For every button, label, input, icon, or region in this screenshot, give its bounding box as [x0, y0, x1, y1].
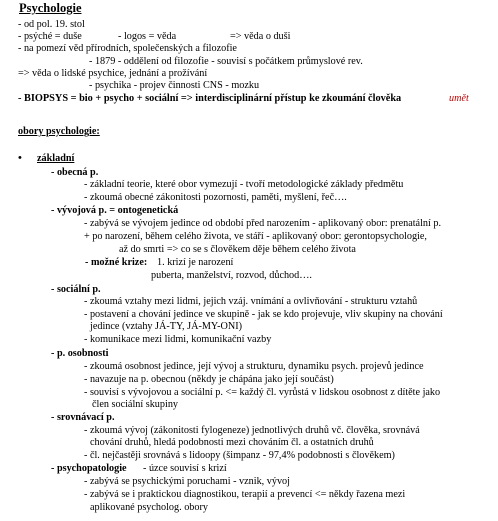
field-line: - čl. nejčastěji srovnává s lidoopy (šimpanz - 97,4% podobnosti s člověkem)	[84, 450, 395, 461]
field-line: chování druhů, hledá podobnosti mezi chováním čl. a ostatních druhů	[90, 437, 374, 448]
bullet-icon: •	[18, 152, 22, 164]
field-line: - postavení a chování jedince ve skupině - jak se kdo projevuje, vliv skupiny na chování	[84, 309, 443, 320]
intro-line: - 1879 - oddělení od filozofie - souvisí s počátkem průmyslové rev.	[89, 56, 363, 67]
intro-line: - od pol. 19. stol	[18, 19, 85, 30]
document-title: Psychologie	[19, 1, 82, 15]
field-line: - komunikace mezi lidmi, komunikační vazby	[84, 334, 272, 345]
field-line: puberta, manželství, rozvod, důchod….	[151, 270, 312, 281]
field-note: - úzce souvisí s krizí	[143, 463, 227, 474]
field-line: - zabývá se i praktickou diagnostikou, terapií a prevencí <= někdy řazena mezi	[84, 489, 406, 500]
field-heading: - sociální p.	[51, 284, 101, 295]
intro-line: - psýché = duše	[18, 31, 82, 42]
field-line: - zkoumá obecné zákonitosti pozornosti, paměti, myšlení, řeč….	[84, 192, 347, 203]
intro-line: => věda o duši	[230, 31, 291, 42]
field-line: až do smrti => co se s člověkem děje během celého života	[119, 244, 356, 255]
category-zakladni: základní	[37, 153, 75, 164]
field-heading: - psychopatologie	[51, 463, 127, 474]
field-line: - zkoumá osobnost jedince, její vývoj a strukturu, dynamiku psych. projevů jedince	[84, 361, 424, 372]
intro-line: - na pomezí věd přírodních, společenských a filozofie	[18, 43, 237, 54]
intro-line: - psychika - projev činnosti CNS - mozku	[89, 80, 260, 91]
field-line: + po narození, během celého života, ve stáří - aplikovaný obor: gerontopsychologie,	[84, 231, 427, 242]
field-heading: - obecná p.	[51, 167, 99, 178]
field-line: aplikované psycholog. obory	[90, 502, 208, 513]
field-line: člen sociální skupiny	[92, 399, 179, 410]
note-umet: umět	[449, 93, 469, 104]
field-line: - základní teorie, které obor vymezují - tvoří metodologické základy předmětu	[84, 179, 404, 190]
field-line: 1. krizí je narození	[157, 257, 234, 268]
biopsys-line: - BIOPSYS = bio + psycho + sociální => interdisciplinární přístup ke zkoumání člověka	[18, 93, 402, 104]
field-line: - zabývá se vývojem jedince od období před narozením - aplikovaný obor: prenatální p.	[84, 218, 442, 229]
field-line: - navazuje na p. obecnou (někdy je chápána jako její součást)	[84, 374, 334, 385]
field-line: - zabývá se psychickými poruchami - vznik, vývoj	[84, 476, 290, 487]
intro-line: => věda o lidské psychice, jednání a prožívání	[18, 68, 208, 79]
field-heading: - p. osobnosti	[51, 348, 109, 359]
field-heading: - vývojová p. = ontogenetická	[51, 205, 179, 216]
field-line: - zkoumá vztahy mezi lidmi, jejich vzáj. vnímání a ovlivňování - strukturu vztahů	[84, 296, 418, 307]
field-heading: - srovnávací p.	[51, 412, 115, 423]
field-line: jedince (vztahy JÁ-TY, JÁ-MY-ONI)	[90, 321, 243, 332]
field-line: - souvisí s vývojovou a sociální p. <= každý čl. vyrůstá v lidskou osobnost z dítěte jako	[84, 387, 441, 398]
field-sublabel: - možné krize:	[85, 257, 148, 268]
intro-line: - logos = věda	[118, 31, 177, 42]
field-line: - zkoumá vývoj (zákonitosti fylogeneze) jednotlivých druhů vč. člověka, srovnává	[84, 425, 420, 436]
section-heading: obory psychologie:	[18, 126, 100, 137]
